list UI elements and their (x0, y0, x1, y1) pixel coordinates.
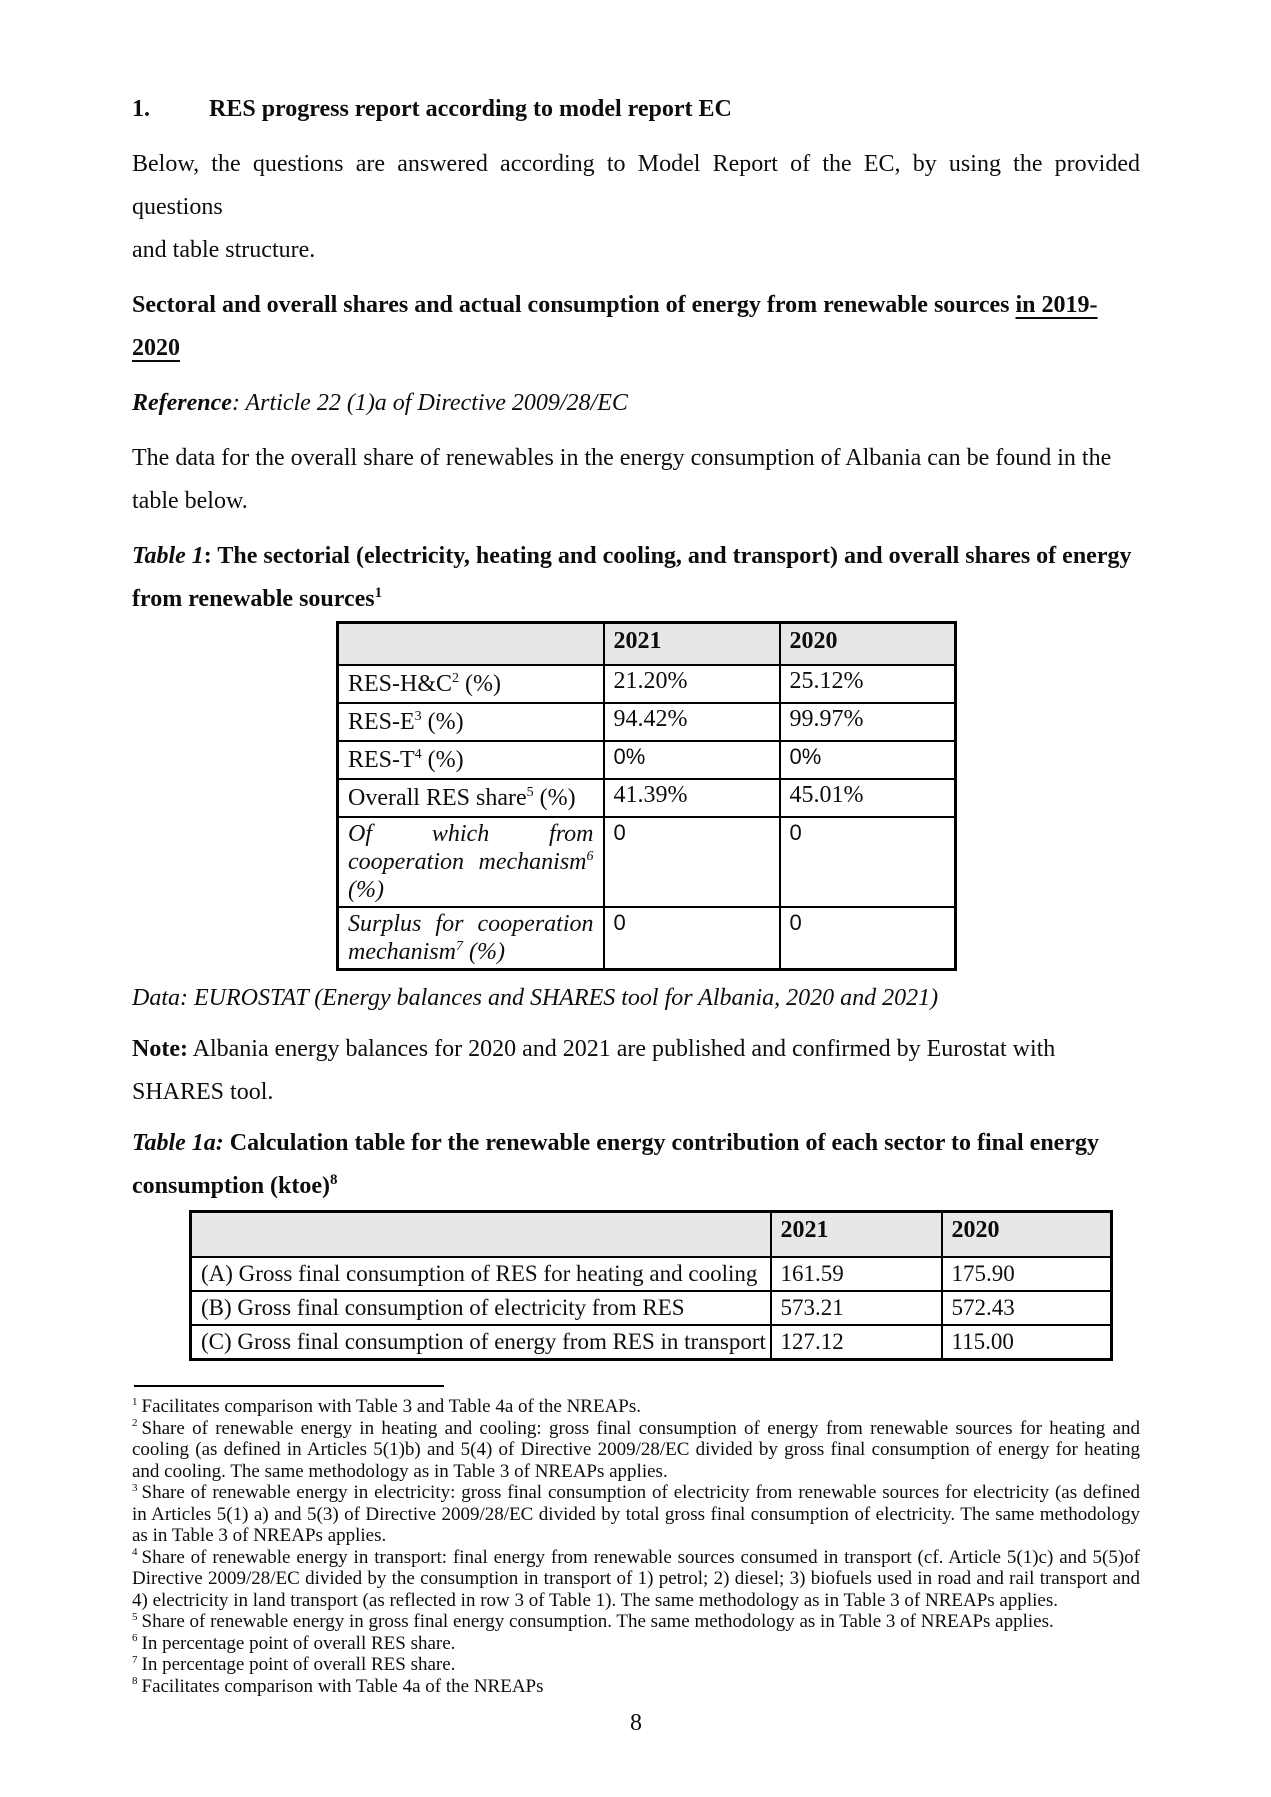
note-line2: SHARES tool. (132, 1079, 274, 1105)
data-paragraph-line1: The data for the overall share of renewables in the energy consumption of Albania can be found in the (132, 445, 1112, 471)
data-paragraph-line2: table below. (132, 488, 248, 514)
value-2021: 0 (604, 907, 780, 970)
table1-row-res-e (338, 703, 956, 741)
footnote-2 (132, 1418, 1140, 1483)
table1a-row-c (191, 1325, 1112, 1360)
note-line1: Albania energy balances for 2020 and 2021 are published and confirmed by Eurostat with (187, 1036, 1056, 1062)
table1-row-surplus (338, 907, 956, 970)
table1a-caption (132, 1122, 1140, 1208)
row-label-cell: Surplus for cooperation mechanism$^7$ (%) (338, 907, 604, 970)
reference-line (132, 382, 1140, 425)
table1-row-overall (338, 779, 956, 817)
table1-caption (132, 535, 1140, 621)
value-2020: 45.01% (780, 779, 956, 817)
table1a-caption-text1: Calculation table for the renewable energy contribution of each sector to final energy (223, 1130, 1099, 1156)
table1a-header-row (191, 1212, 1112, 1258)
footnote-separator (134, 1385, 444, 1387)
footnote-ref-4: 4 (414, 746, 422, 762)
intro-line2: and table structure. (132, 237, 316, 263)
table1a-header-2020: 2020 (942, 1212, 1112, 1258)
table1a-caption-text2: consumption (ktoe) (132, 1173, 331, 1199)
footnote-text: Facilitates comparison with Table 3 and Table 4a of the NREAPs. (141, 1396, 642, 1417)
table1-header-empty (338, 623, 604, 666)
sectoral-heading-underlined-2: 2020 (132, 335, 180, 361)
value-2020: 25.12% (780, 665, 956, 703)
footnote-text: Share of renewable energy in heating and cooling: gross final consumption of energy from renewable sources for heating and cooling (as defined in Articles 5(1)b) and 5(4) of Directive 2009/28/EC divided by gross final consumption of energy for heating and cooling. The same methodology as in Table 3 of NREAPs applies. (132, 1417, 1140, 1482)
row-label-cell: RES-$E^3$ (%) (338, 703, 604, 741)
footnote-5 (132, 1611, 1140, 1633)
value-2021: 21.20% (604, 665, 780, 703)
sectoral-heading-text: Sectoral and overall shares and actual consumption of energy from renewable sources (132, 292, 1016, 318)
sectoral-heading-underlined-1: in 2019- (1015, 292, 1098, 318)
row-label-cell: Of which from cooperation mechanism$^6$ (%) (338, 817, 604, 907)
note-label: Note: (132, 1036, 188, 1062)
intro-paragraph (132, 143, 1140, 272)
intro-line1: Below, the questions are answered according to Model Report of the EC, by using the provided questions (132, 151, 1140, 220)
value-2020: 99.97% (780, 703, 956, 741)
footnote-number: 6 (132, 1632, 138, 1645)
row-label-cell: (C) Gross final consumption of energy from RES in transport (191, 1325, 771, 1360)
footnote-number: 3 (132, 1481, 138, 1494)
table1-header-2021: 2021 (604, 623, 780, 666)
row-label-cell: (B) Gross final consumption of electricity from RES (191, 1291, 771, 1325)
value-2020: 115.00 (942, 1325, 1112, 1360)
row-label-cell: Overall RES share$^5$ (%) (338, 779, 604, 817)
footnote-number: 8 (132, 1675, 138, 1688)
heading-title: RES progress report according to model report EC (209, 96, 732, 122)
table1-header-row (338, 623, 956, 666)
value-2021: 573.21 (771, 1291, 942, 1325)
reference-text: : Article 22 (1)a of Directive 2009/28/EC (231, 390, 628, 416)
table1-row-res-t (338, 741, 956, 779)
value-2020: 572.43 (942, 1291, 1112, 1325)
table1 (336, 621, 957, 971)
value-2021: 94.42% (604, 703, 780, 741)
value-2020: 0 (780, 907, 956, 970)
footnote-number: 5 (132, 1610, 138, 1623)
table1-caption-text2: from renewable sources (132, 586, 375, 612)
reference-label: Reference (132, 390, 232, 416)
value-2021: 0% (604, 741, 780, 779)
data-source-line: Data: EUROSTAT (Energy balances and SHARES tool for Albania, 2020 and 2021) (132, 985, 939, 1011)
footnote-number: 2 (132, 1417, 138, 1430)
footnote-ref-3: 3 (414, 708, 422, 724)
table1a-header-2021: 2021 (771, 1212, 942, 1258)
table1a-row-b (191, 1291, 1112, 1325)
row-label-cell: RES-$T^4$ (%) (338, 741, 604, 779)
table1-row-cooperation (338, 817, 956, 907)
footnote-text: Share of renewable energy in gross final energy consumption. The same methodology as in Table 3 of NREAPs applies. (141, 1611, 1054, 1632)
footnote-text: Facilitates comparison with Table 4a of the NREAPs (141, 1675, 544, 1697)
footnote-3 (132, 1482, 1140, 1547)
footnote-ref-6: 6 (586, 849, 594, 864)
row-label-cell: RES-$H\&C^2$ (%) (338, 665, 604, 703)
value-2021: 127.12 (771, 1325, 942, 1360)
table1-row-res-hc (338, 665, 956, 703)
table1a (189, 1210, 1113, 1361)
value-2020: 0 (780, 817, 956, 907)
value-2021: 161.59 (771, 1257, 942, 1291)
table1-caption-text1: : The sectorial (electricity, heating and cooling, and transport) and overall shares of energy (203, 543, 1132, 569)
page-number: 8 (630, 1710, 642, 1736)
footnote-text: In percentage point of overall RES share. (141, 1632, 456, 1654)
footnote-1 (132, 1396, 1140, 1418)
sectoral-shares-heading (132, 284, 1140, 370)
footnote-text: Share of renewable energy in electricity: gross final consumption of electricity from renewable sources for electricity (as defined in Articles 5(1) a) and 5(3) of Directive 2009/28/EC divided by total gross final consumption of electricity. The same methodology as in Table 3 of NREAPs applies. (132, 1482, 1140, 1546)
table1a-row-a (191, 1257, 1112, 1291)
footnote-ref-2: 2 (452, 670, 460, 686)
section-heading-1 (132, 88, 1140, 131)
footnote-text: Share of renewable energy in transport: final energy from renewable sources consumed in transport (cf. Article 5(1)c) and 5(5)of Directive 2009/28/EC divided by the consumption in transport of 1) petrol; 2) diesel; 3) biofuels used in road and rail transport and 4) electricity in land transport (as reflected in row 3 of Table 1). The same methodology as in Table 3 of NREAPs applies. (132, 1546, 1140, 1611)
value-2020: 175.90 (942, 1257, 1112, 1291)
data-availability-paragraph (132, 437, 1140, 523)
table1a-header-empty (191, 1212, 771, 1258)
note-paragraph (132, 1028, 1140, 1114)
heading-number: 1. (132, 96, 150, 122)
table1-header-2020: 2020 (780, 623, 956, 666)
value-2021: 41.39% (604, 779, 780, 817)
footnote-ref-7: 7 (455, 939, 463, 954)
footnote-4 (132, 1547, 1140, 1612)
footnote-ref-1: 1 (374, 585, 383, 601)
footnote-text: In percentage point of overall RES share. (141, 1654, 456, 1675)
footnote-number: 7 (132, 1653, 138, 1666)
footnote-number: 4 (132, 1546, 138, 1559)
footnote-7 (132, 1654, 1140, 1676)
value-2021: 0 (604, 817, 780, 907)
value-2020: 0% (780, 741, 956, 779)
footnote-6 (132, 1633, 1140, 1655)
footnotes-section (132, 1396, 1140, 1697)
footnote-ref-5: 5 (526, 784, 534, 800)
row-label-cell: (A) Gross final consumption of RES for heating and cooling (191, 1257, 771, 1291)
table1a-caption-label: Table 1a: (132, 1130, 224, 1156)
table1-caption-label: Table 1 (132, 543, 204, 569)
footnote-ref-8: 8 (330, 1172, 338, 1188)
footnote-8 (132, 1676, 1140, 1698)
footnote-number: 1 (132, 1395, 138, 1408)
